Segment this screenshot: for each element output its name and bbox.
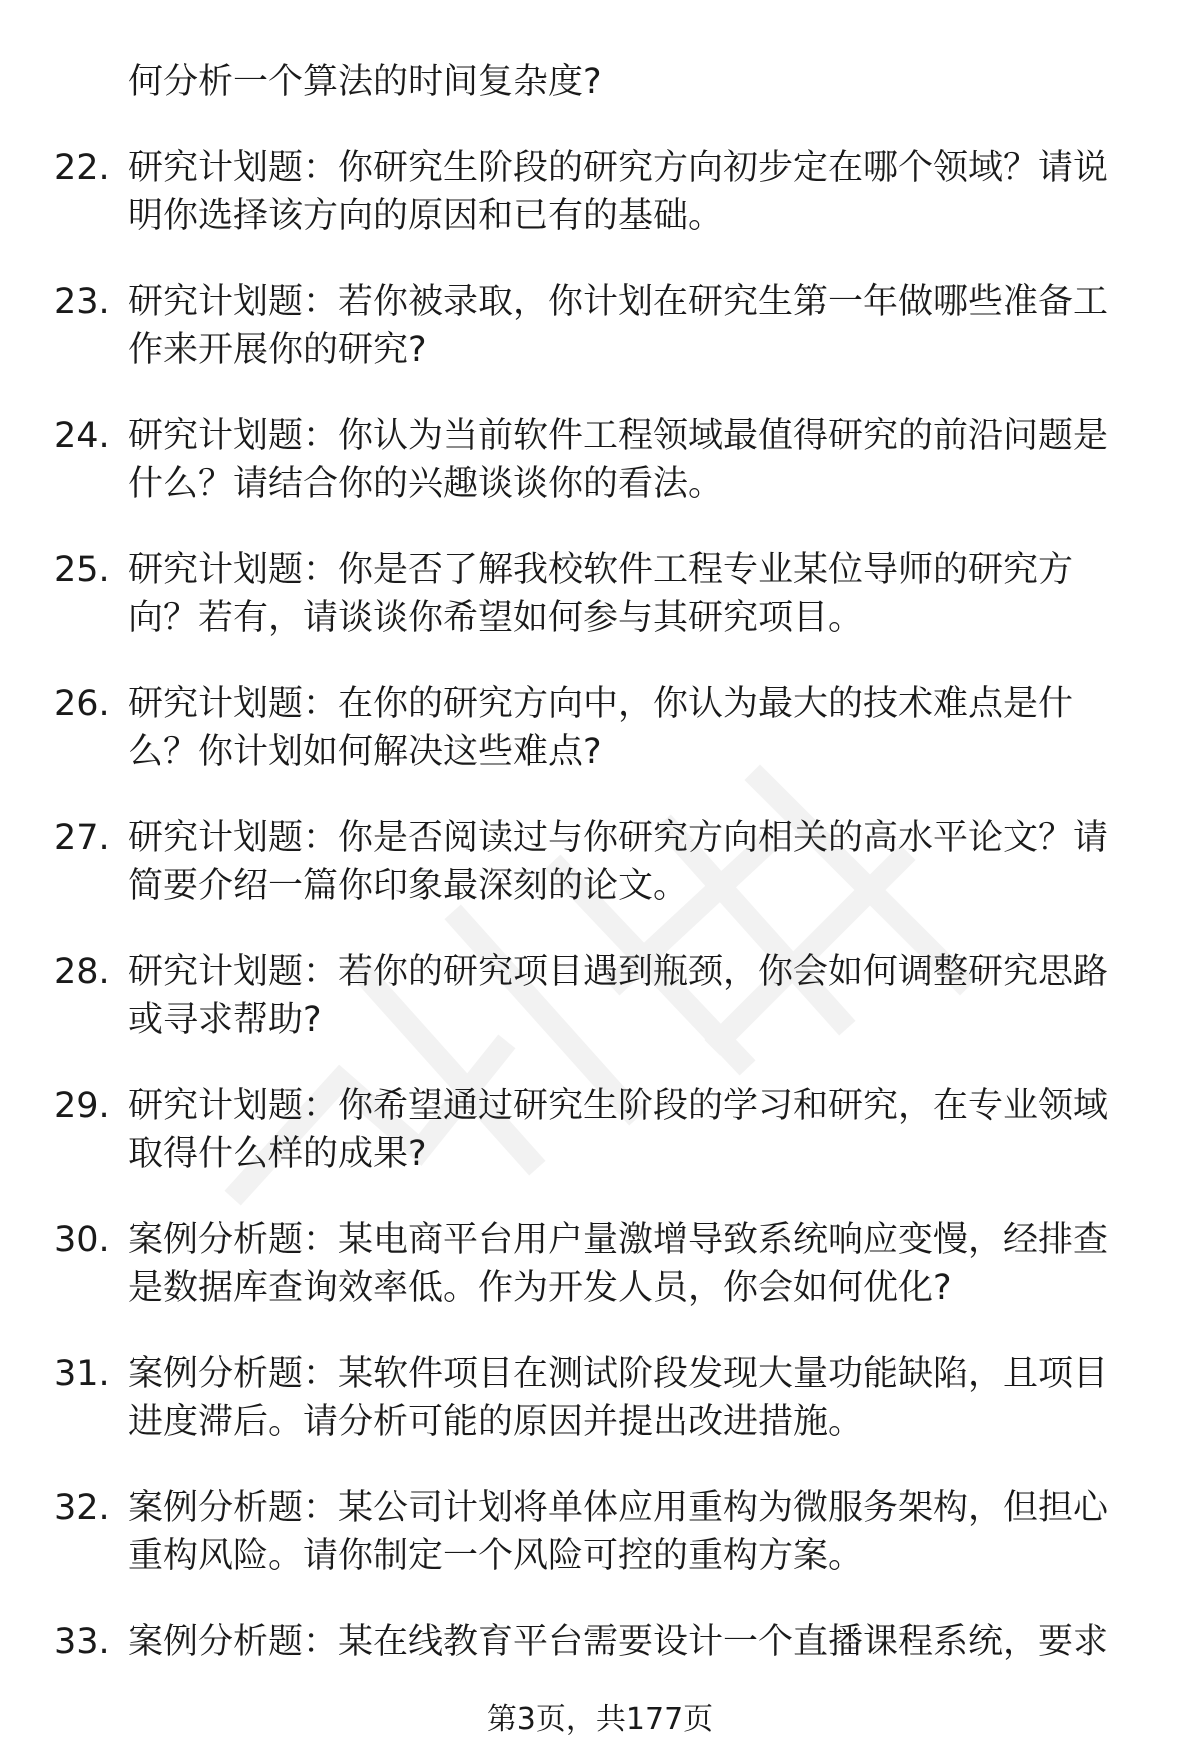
list-item xyxy=(0,1484,1200,1580)
item-text: 研究计划题：你研究生阶段的研究方向初步定在哪个领域？请说明你选择该方向的原因和已有的基础。 xyxy=(128,148,1109,236)
item-number: 29. xyxy=(54,1086,110,1126)
item-number: 23. xyxy=(54,282,110,322)
item-text: 研究计划题：你是否了解我校软件工程专业某位导师的研究方向？若有，请谈谈你希望如何参与其研究项目。 xyxy=(128,550,1074,638)
list-item xyxy=(0,412,1200,508)
list-item xyxy=(0,1350,1200,1446)
list-item xyxy=(0,278,1200,374)
list-item xyxy=(0,680,1200,776)
item-text: 研究计划题：你是否阅读过与你研究方向相关的高水平论文？请简要介绍一篇你印象最深刻的论文。 xyxy=(128,818,1109,906)
list-item xyxy=(0,814,1200,910)
item-text: 案例分析题：某软件项目在测试阶段发现大量功能缺陷，且项目进度滞后。请分析可能的原因并提出改进措施。 xyxy=(128,1354,1109,1442)
item-number: 32. xyxy=(54,1488,110,1528)
item-number: 24. xyxy=(54,416,110,456)
item-number: 31. xyxy=(54,1354,110,1394)
item-text: 研究计划题：若你被录取，你计划在研究生第一年做哪些准备工作来开展你的研究? xyxy=(128,282,1109,370)
list-item xyxy=(0,948,1200,1044)
list-item xyxy=(0,1216,1200,1312)
item-text: 案例分析题：某在线教育平台需要设计一个直播课程系统，要求 xyxy=(128,1622,1109,1662)
item-text: 研究计划题：若你的研究项目遇到瓶颈，你会如何调整研究思路或寻求帮助? xyxy=(128,952,1109,1040)
item-number: 30. xyxy=(54,1220,110,1260)
item-number: 25. xyxy=(54,550,110,590)
item-number: 27. xyxy=(54,818,110,858)
list-item xyxy=(0,1082,1200,1178)
item-number: 26. xyxy=(54,684,110,724)
list-item xyxy=(0,144,1200,240)
list-item xyxy=(0,546,1200,642)
item-number: 22. xyxy=(54,148,110,188)
item-number: 33. xyxy=(54,1622,110,1662)
page-number-footer: 第3页，共177页 xyxy=(486,1702,714,1737)
list-item xyxy=(0,1618,1200,1666)
item-text: 案例分析题：某电商平台用户量激增导致系统响应变慢，经排查是数据库查询效率低。作为开发人员，你会如何优化? xyxy=(128,1220,1109,1308)
continued-question-text: 何分析一个算法的时间复杂度? xyxy=(128,62,602,102)
item-text: 研究计划题：你希望通过研究生阶段的学习和研究，在专业领域取得什么样的成果? xyxy=(128,1086,1109,1174)
item-number: 28. xyxy=(54,952,110,992)
item-text: 案例分析题：某公司计划将单体应用重构为微服务架构，但担心重构风险。请你制定一个风险可控的重构方案。 xyxy=(128,1488,1109,1576)
item-text: 研究计划题：你认为当前软件工程领域最值得研究的前沿问题是什么？请结合你的兴趣谈谈你的看法。 xyxy=(128,416,1109,504)
item-text: 研究计划题：在你的研究方向中，你认为最大的技术难点是什么？你计划如何解决这些难点? xyxy=(128,684,1074,772)
question-list xyxy=(0,58,1200,1704)
